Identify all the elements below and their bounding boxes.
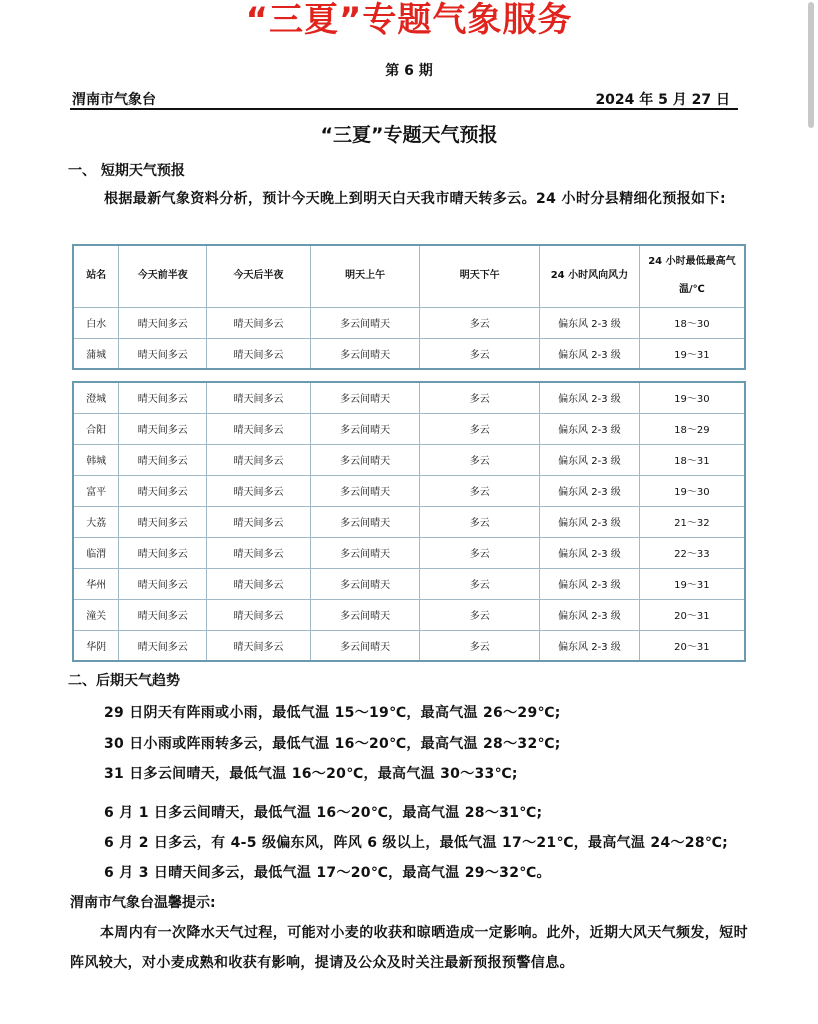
station-name-cell: 富平 xyxy=(73,475,119,506)
forecast-cell: 晴天间多云 xyxy=(207,475,311,506)
forecast-cell: 偏东风 2-3 级 xyxy=(540,338,640,369)
forecast-cell: 多云 xyxy=(420,475,540,506)
trend-line: 6 月 2 日多云，有 4-5 级偏东风，阵风 6 级以上，最低气温 17～21℃，最高气温 24～28℃; xyxy=(104,835,729,851)
forecast-cell: 偏东风 2-3 级 xyxy=(540,382,640,413)
forecast-cell: 偏东风 2-3 级 xyxy=(540,599,640,630)
forecast-cell: 多云间晴天 xyxy=(310,599,420,630)
forecast-cell: 多云 xyxy=(420,630,540,661)
header-station: 站名 xyxy=(73,245,119,307)
forecast-cell: 晴天间多云 xyxy=(119,444,207,475)
forecast-cell: 晴天间多云 xyxy=(119,599,207,630)
section2-heading: 二、后期天气趋势 xyxy=(68,673,180,689)
main-title: “三夏”专题气象服务 xyxy=(245,0,573,40)
station-name-cell: 临渭 xyxy=(73,537,119,568)
forecast-cell: 晴天间多云 xyxy=(207,307,311,338)
forecast-cell: 多云间晴天 xyxy=(310,537,420,568)
forecast-cell: 偏东风 2-3 级 xyxy=(540,444,640,475)
forecast-cell: 偏东风 2-3 级 xyxy=(540,413,640,444)
header-tonight-late: 今天后半夜 xyxy=(207,245,311,307)
forecast-cell: 晴天间多云 xyxy=(119,537,207,568)
forecast-cell: 20～31 xyxy=(639,630,745,661)
forecast-table-part2 xyxy=(72,381,746,662)
forecast-cell: 晴天间多云 xyxy=(207,537,311,568)
station-name-cell: 韩城 xyxy=(73,444,119,475)
forecast-cell: 晴天间多云 xyxy=(119,382,207,413)
table-row xyxy=(73,599,745,630)
forecast-cell: 21～32 xyxy=(639,506,745,537)
tips-paragraph: 本周内有一次降水天气过程，可能对小麦的收获和晾晒造成一定影响。此外，近期大风天气频发，短时阵风较大，对小麦成熟和收获有影响，提请及公众及时关注最新预报预警信息。 xyxy=(70,925,748,971)
forecast-table-part1 xyxy=(72,244,746,370)
forecast-cell: 偏东风 2-3 级 xyxy=(540,506,640,537)
header-tomorrow-morning: 明天上午 xyxy=(310,245,420,307)
forecast-cell: 偏东风 2-3 级 xyxy=(540,475,640,506)
forecast-cell: 19～31 xyxy=(639,338,745,369)
forecast-cell: 多云 xyxy=(420,506,540,537)
forecast-cell: 偏东风 2-3 级 xyxy=(540,568,640,599)
station-name-cell: 大荔 xyxy=(73,506,119,537)
station-name-cell: 蒲城 xyxy=(73,338,119,369)
forecast-cell: 18～30 xyxy=(639,307,745,338)
trend-line: 6 月 3 日晴天间多云，最低气温 17～20℃，最高气温 29～32℃。 xyxy=(104,865,551,881)
table-row xyxy=(73,475,745,506)
forecast-cell: 晴天间多云 xyxy=(119,307,207,338)
forecast-cell: 19～30 xyxy=(639,475,745,506)
table-row xyxy=(73,338,745,369)
forecast-cell: 偏东风 2-3 级 xyxy=(540,307,640,338)
forecast-cell: 多云 xyxy=(420,413,540,444)
forecast-cell: 多云 xyxy=(420,599,540,630)
trend-line: 29 日阴天有阵雨或小雨，最低气温 15～19℃，最高气温 26～29℃; xyxy=(104,705,561,721)
table-row xyxy=(73,444,745,475)
tips-heading: 渭南市气象台温馨提示: xyxy=(70,895,216,911)
table-row xyxy=(73,382,745,413)
forecast-cell: 晴天间多云 xyxy=(119,475,207,506)
table-row xyxy=(73,506,745,537)
station-name-cell: 潼关 xyxy=(73,599,119,630)
forecast-cell: 晴天间多云 xyxy=(119,506,207,537)
header-divider xyxy=(70,108,738,110)
section1-paragraph: 根据最新气象资料分析，预计今天晚上到明天白天我市晴天转多云。24 小时分县精细化预报如下: xyxy=(104,191,726,207)
forecast-cell: 晴天间多云 xyxy=(119,630,207,661)
station-name-cell: 白水 xyxy=(73,307,119,338)
forecast-cell: 晴天间多云 xyxy=(207,413,311,444)
forecast-cell: 晴天间多云 xyxy=(207,382,311,413)
forecast-cell: 多云间晴天 xyxy=(310,307,420,338)
table-row xyxy=(73,413,745,444)
header-tomorrow-afternoon: 明天下午 xyxy=(420,245,540,307)
forecast-cell: 多云间晴天 xyxy=(310,506,420,537)
forecast-cell: 晴天间多云 xyxy=(119,568,207,599)
forecast-cell: 多云 xyxy=(420,444,540,475)
document-subtitle: “三夏”专题天气预报 xyxy=(320,124,498,146)
forecast-cell: 偏东风 2-3 级 xyxy=(540,537,640,568)
trend-line: 31 日多云间晴天，最低气温 16～20℃，最高气温 30～33℃; xyxy=(104,766,518,782)
station-name-cell: 澄城 xyxy=(73,382,119,413)
forecast-cell: 多云 xyxy=(420,537,540,568)
header-wind: 24 小时风向风力 xyxy=(540,245,640,307)
forecast-cell: 晴天间多云 xyxy=(207,444,311,475)
forecast-cell: 多云 xyxy=(420,568,540,599)
forecast-cell: 多云间晴天 xyxy=(310,444,420,475)
forecast-cell: 多云间晴天 xyxy=(310,630,420,661)
forecast-cell: 22～33 xyxy=(639,537,745,568)
forecast-cell: 多云间晴天 xyxy=(310,413,420,444)
forecast-cell: 18～31 xyxy=(639,444,745,475)
station-name-cell: 华州 xyxy=(73,568,119,599)
forecast-cell: 多云间晴天 xyxy=(310,382,420,413)
forecast-cell: 晴天间多云 xyxy=(119,413,207,444)
header-temperature: 24 小时最低最高气温/℃ xyxy=(639,245,745,307)
forecast-cell: 18～29 xyxy=(639,413,745,444)
table-header-row xyxy=(73,245,745,307)
table-row xyxy=(73,568,745,599)
forecast-cell: 多云间晴天 xyxy=(310,338,420,369)
forecast-cell: 多云间晴天 xyxy=(310,568,420,599)
station-name-cell: 合阳 xyxy=(73,413,119,444)
table-row xyxy=(73,537,745,568)
forecast-cell: 晴天间多云 xyxy=(119,338,207,369)
forecast-cell: 19～31 xyxy=(639,568,745,599)
trend-line: 6 月 1 日多云间晴天，最低气温 16～20℃，最高气温 28～31℃; xyxy=(104,805,543,821)
forecast-cell: 多云 xyxy=(420,338,540,369)
table-row xyxy=(73,630,745,661)
issue-number: 第 6 期 xyxy=(385,63,433,79)
forecast-cell: 晴天间多云 xyxy=(207,630,311,661)
forecast-cell: 晴天间多云 xyxy=(207,338,311,369)
forecast-cell: 多云间晴天 xyxy=(310,475,420,506)
forecast-cell: 20～31 xyxy=(639,599,745,630)
trend-line: 30 日小雨或阵雨转多云，最低气温 16～20℃，最高气温 28～32℃; xyxy=(104,736,561,752)
forecast-cell: 晴天间多云 xyxy=(207,568,311,599)
issue-date: 2024 年 5 月 27 日 xyxy=(595,92,730,108)
forecast-cell: 多云 xyxy=(420,307,540,338)
forecast-cell: 19～30 xyxy=(639,382,745,413)
issuing-org: 渭南市气象台 xyxy=(72,92,156,108)
forecast-cell: 晴天间多云 xyxy=(207,599,311,630)
section1-heading: 一、 短期天气预报 xyxy=(68,163,185,179)
station-name-cell: 华阴 xyxy=(73,630,119,661)
forecast-cell: 多云 xyxy=(420,382,540,413)
forecast-cell: 晴天间多云 xyxy=(207,506,311,537)
table-row xyxy=(73,307,745,338)
header-tonight-early: 今天前半夜 xyxy=(119,245,207,307)
forecast-cell: 偏东风 2-3 级 xyxy=(540,630,640,661)
